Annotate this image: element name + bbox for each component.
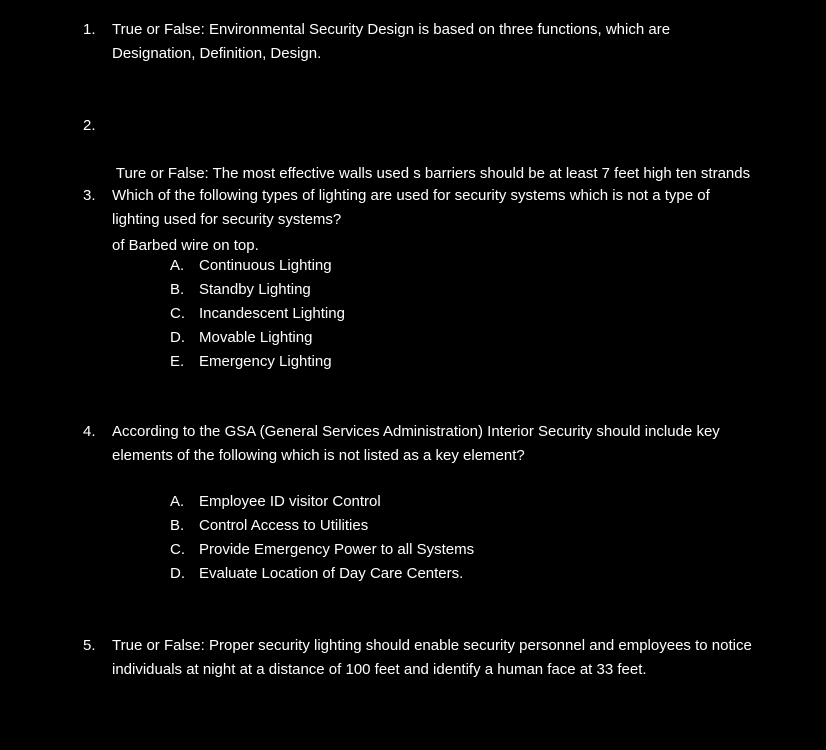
option-text: Evaluate Location of Day Care Centers.: [199, 565, 464, 582]
answer-option: [170, 350, 670, 374]
option-letter: B.: [170, 281, 185, 298]
option-letter: D.: [170, 565, 185, 582]
option-text: Emergency Lighting: [199, 353, 332, 370]
question-text: [112, 634, 812, 682]
option-text: Provide Emergency Power to all Systems: [199, 541, 475, 558]
answer-option: [170, 302, 670, 326]
option-letter: A.: [170, 493, 185, 510]
answer-option: [170, 326, 670, 350]
question-line: lighting used for security systems?: [112, 211, 342, 228]
question-text: [112, 420, 812, 468]
option-text: Standby Lighting: [199, 281, 311, 298]
question-number: 2.: [83, 117, 96, 134]
option-letter: E.: [170, 353, 185, 370]
option-text: Employee ID visitor Control: [199, 493, 381, 510]
question-text: [112, 18, 812, 66]
option-text: Continuous Lighting: [199, 257, 332, 274]
question-line: individuals at night at a distance of 100 feet and identify a human face at 33 feet.: [112, 661, 647, 678]
question-number: 1.: [83, 21, 96, 38]
option-text: Movable Lighting: [199, 329, 313, 346]
option-text: Control Access to Utilities: [199, 517, 369, 534]
question-line: Ture or False: The most effective walls used s barriers should be at least 7 feet high ten strands: [112, 165, 751, 182]
answer-option: [170, 490, 670, 514]
question-text: [112, 184, 812, 232]
answer-option: [170, 254, 670, 278]
option-text: Incandescent Lighting: [199, 305, 345, 322]
option-letter: C.: [170, 541, 185, 558]
question-line: of Barbed wire on top.: [112, 237, 259, 254]
question-number: 4.: [83, 423, 96, 440]
question-number: 3.: [83, 187, 96, 204]
option-letter: A.: [170, 257, 185, 274]
question-number: 5.: [83, 637, 96, 654]
answer-option: [170, 514, 670, 538]
question-line: True or False: Environmental Security Design is based on three functions, which are: [112, 21, 671, 38]
answer-option: [170, 538, 670, 562]
question-line: According to the GSA (General Services Administration) Interior Security should include key: [112, 423, 720, 440]
option-letter: B.: [170, 517, 185, 534]
answer-options: [170, 490, 670, 586]
answer-option: [170, 278, 670, 302]
question-line: Which of the following types of lighting are used for security systems which is not a type of: [112, 187, 710, 204]
answer-options: [170, 254, 670, 374]
option-letter: D.: [170, 329, 185, 346]
option-letter: C.: [170, 305, 185, 322]
answer-option: [170, 562, 670, 586]
question-line: elements of the following which is not listed as a key element?: [112, 447, 525, 464]
question-line: Designation, Definition, Design.: [112, 45, 322, 62]
question-line: True or False: Proper security lighting should enable security personnel and employees to notice: [112, 637, 752, 654]
